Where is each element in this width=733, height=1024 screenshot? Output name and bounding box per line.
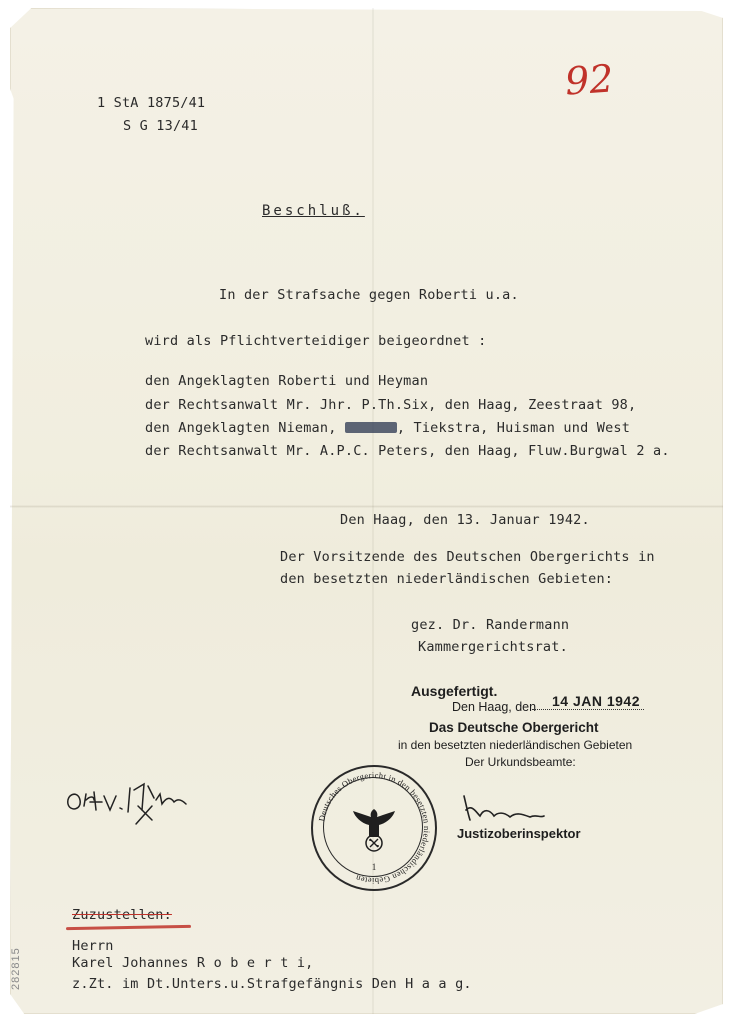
stamp-ausgefertigt: Ausgefertigt. [411, 683, 498, 699]
clerk-signature [460, 790, 550, 834]
lawyer-line-2: der Rechtsanwalt Mr. A.P.C. Peters, den Haag, Fluw.Burgwal 2 a. [145, 443, 670, 459]
place-date: Den Haag, den 13. Januar 1942. [340, 512, 590, 528]
stamp-court-name: Das Deutsche Obergericht [429, 720, 599, 735]
defendants-line-2-end: , Tiekstra, Huisman und West [396, 420, 631, 436]
reference-number-1: 1 StA 1875/41 [97, 95, 206, 111]
delivery-heading: Zuzustellen: [72, 907, 172, 923]
seal-ring-text: Deutsches Obergericht in den besetzten niederländischen Gebieten [316, 769, 433, 887]
lawyer-line-1: der Rechtsanwalt Mr. Jhr. P.Th.Six, den Haag, Zeestraat 98, [145, 397, 637, 413]
page-number: 92 [563, 56, 615, 104]
delivery-name: Karel Johannes R o b e r t i, [72, 955, 314, 971]
defendants-line-2 [145, 420, 630, 436]
stamp-date: 14 JAN 1942 [532, 693, 644, 710]
eagle-emblem-icon [353, 809, 395, 851]
stamp-place: Den Haag, den [452, 700, 537, 714]
stamp-court-region: in den besetzten niederländischen Gebieten [398, 738, 633, 752]
stamp-clerk-title: Justizoberinspektor [457, 826, 581, 841]
reference-number-2: S G 13/41 [123, 118, 198, 134]
assignment-line: wird als Pflichtverteidiger beigeordnet : [145, 333, 487, 349]
seal-number: 1 [371, 862, 377, 872]
signed-by: gez. Dr. Randermann [411, 617, 570, 633]
margin-number: 282815 [10, 947, 22, 990]
defendants-line-1: den Angeklagten Roberti und Heyman [145, 373, 429, 389]
delivery-location: z.Zt. im Dt.Unters.u.Strafgefängnis Den H a a g. [72, 976, 472, 992]
court-seal [311, 765, 437, 891]
court-line-1: Der Vorsitzende des Deutschen Obergerichts in [280, 549, 655, 565]
case-line: In der Strafsache gegen Roberti u.a. [219, 287, 519, 303]
delivery-salutation: Herrn [72, 938, 114, 954]
court-line-2: den besetzten niederländischen Gebieten: [280, 571, 614, 587]
signer-title: Kammergerichtsrat. [418, 639, 568, 655]
defendants-line-2-start: den Angeklagten Nieman, [145, 420, 345, 436]
paper-fold-horizontal [10, 505, 723, 508]
handwritten-note [64, 782, 204, 836]
document-title: Beschluß. [262, 203, 365, 219]
stamp-clerk: Der Urkundsbeamte: [465, 755, 576, 769]
redacted-name [345, 422, 397, 433]
